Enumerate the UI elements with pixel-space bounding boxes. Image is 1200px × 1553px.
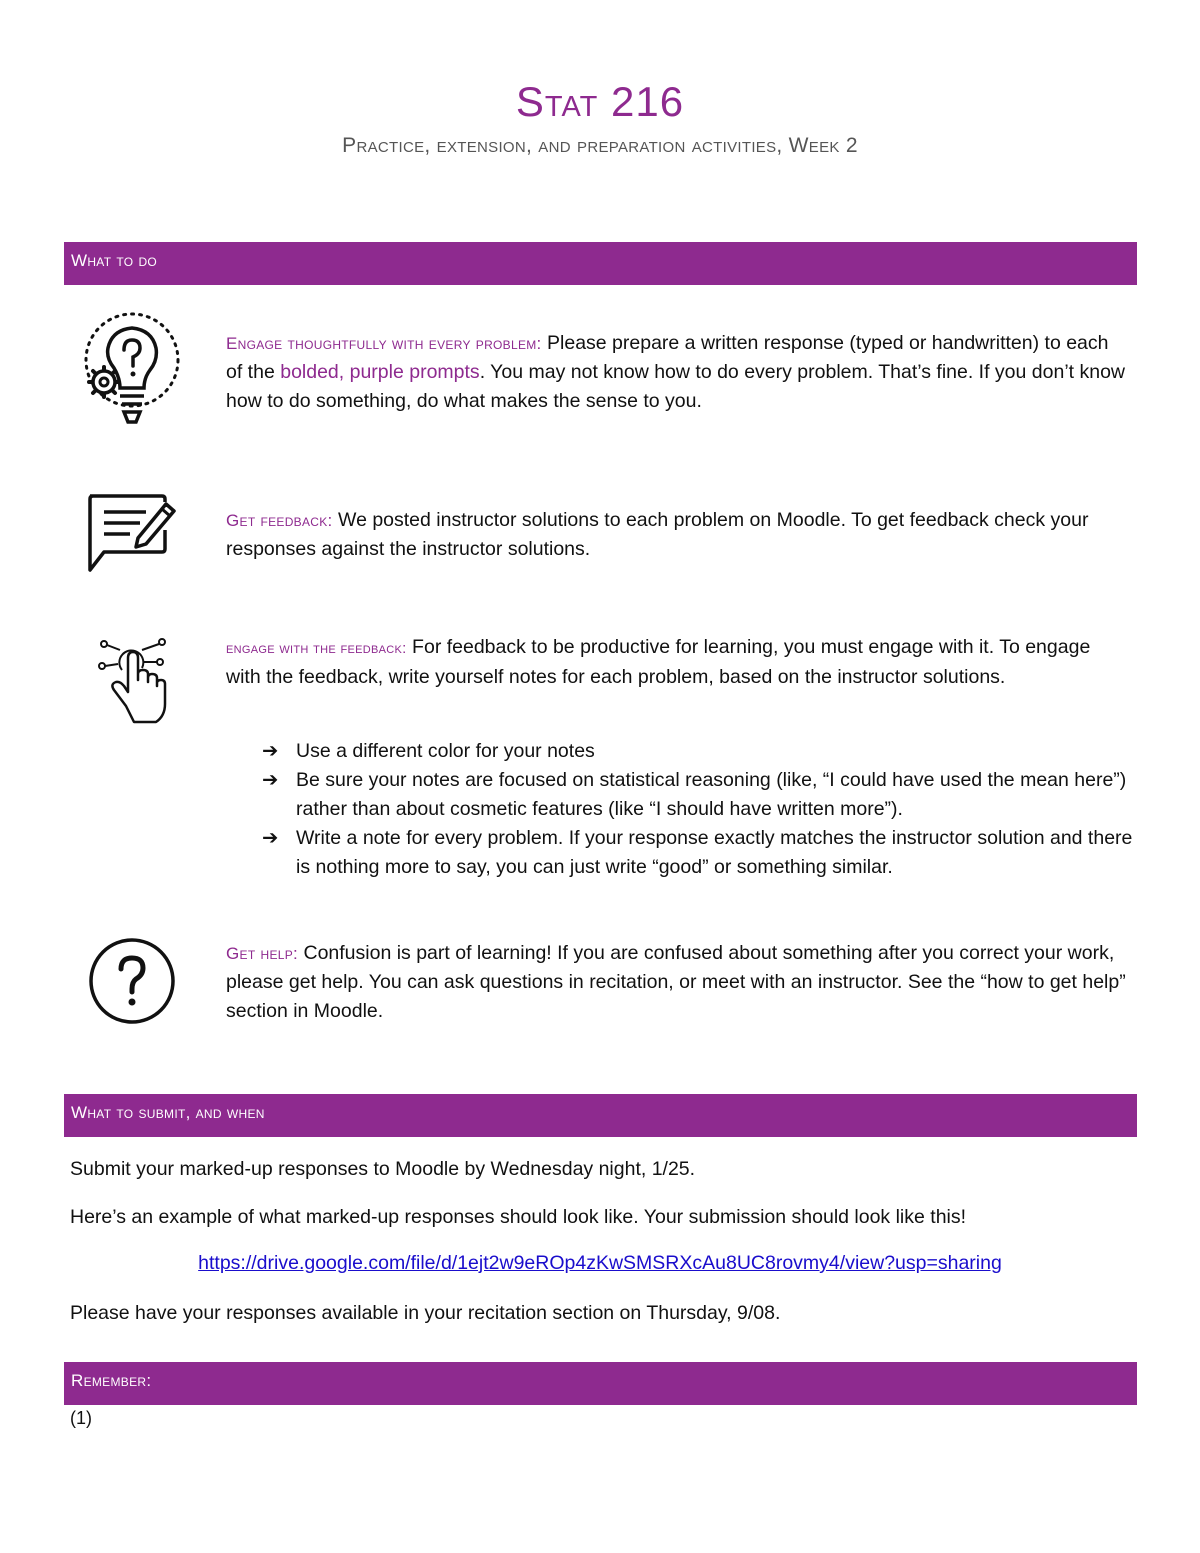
bullet-text: Be sure your notes are focused on statistical reasoning (like, “I could have used the mean here”) rather than about cosmetic features (like “I should have written more”). <box>296 769 1127 820</box>
list-item <box>262 766 1142 824</box>
engage-feedback-text: For feedback to be productive for learning, you must engage with it. To engage with the feedback, write yourself notes for each problem, based on the instructor solutions. <box>226 636 1091 688</box>
help-text: Confusion is part of learning! If you are confused about something after you correct your work, please get help. You can ask questions in recitation, or meet with an instructor. See the “how to get help” section in Moodle. <box>226 942 1126 1022</box>
chat-pencil-icon <box>86 492 178 579</box>
section-header-what-to-submit: What to submit, and when <box>64 1094 1137 1137</box>
remember-item: (1) <box>70 1408 92 1428</box>
bullet-text: Use a different color for your notes <box>296 740 595 762</box>
help-lead: Get help: <box>226 944 299 963</box>
engage-feedback-lead: engage with the feedback: <box>226 640 407 657</box>
page-subtitle: Practice, extension, and preparation activities, Week 2 <box>342 134 858 157</box>
question-circle-icon <box>88 937 176 1030</box>
help-paragraph <box>226 939 1126 1026</box>
lightbulb-question-gear-icon <box>80 312 184 437</box>
arrow-right-icon: ➔ <box>262 740 279 762</box>
list-item <box>262 824 1142 882</box>
section-header-what-to-do: What to do <box>64 242 1137 285</box>
feedback-paragraph <box>226 506 1126 564</box>
feedback-lead: Get feedback: <box>226 511 333 530</box>
engage-text-before: Please prepare a written response (typed or handwritten) to each of the <box>226 332 1109 383</box>
arrow-right-icon: ➔ <box>262 769 279 791</box>
example-link[interactable]: https://drive.google.com/file/d/1ejt2w9eROp4zKwSMSRXcAu8UC8rovmy4/view?usp=sharing <box>198 1252 1002 1274</box>
page-title: Stat 216 <box>515 78 685 125</box>
recitation-text: Please have your responses available in your recitation section on Thursday, 9/08. <box>70 1302 781 1324</box>
engage-lead: Engage thoughtfully with every problem: <box>226 334 542 353</box>
notes-bullet-list <box>262 737 1142 882</box>
list-item <box>262 737 1142 766</box>
bullet-text: Write a note for every problem. If your response exactly matches the instructor solution and there is nothing more to say, you can just write “good” or something similar. <box>296 827 1133 878</box>
engage-highlight: bolded, purple prompts <box>280 361 480 383</box>
engage-feedback-paragraph <box>226 633 1126 692</box>
engage-text-after: . You may not know how to do every problem. That’s fine. If you don’t know how to do something, do what makes the sense to you. <box>226 361 1126 412</box>
engage-paragraph <box>226 329 1126 416</box>
arrow-right-icon: ➔ <box>262 827 279 849</box>
feedback-text: We posted instructor solutions to each problem on Moodle. To get feedback check your responses against the instructor solutions. <box>226 509 1089 560</box>
submit-deadline-text: Submit your marked-up responses to Moodle by Wednesday night, 1/25. <box>70 1158 696 1180</box>
submit-example-text: Here’s an example of what marked-up responses should look like. Your submission should look like this! <box>70 1206 967 1228</box>
hand-touch-icon <box>94 636 170 731</box>
section-header-remember: Remember: <box>64 1362 1137 1405</box>
